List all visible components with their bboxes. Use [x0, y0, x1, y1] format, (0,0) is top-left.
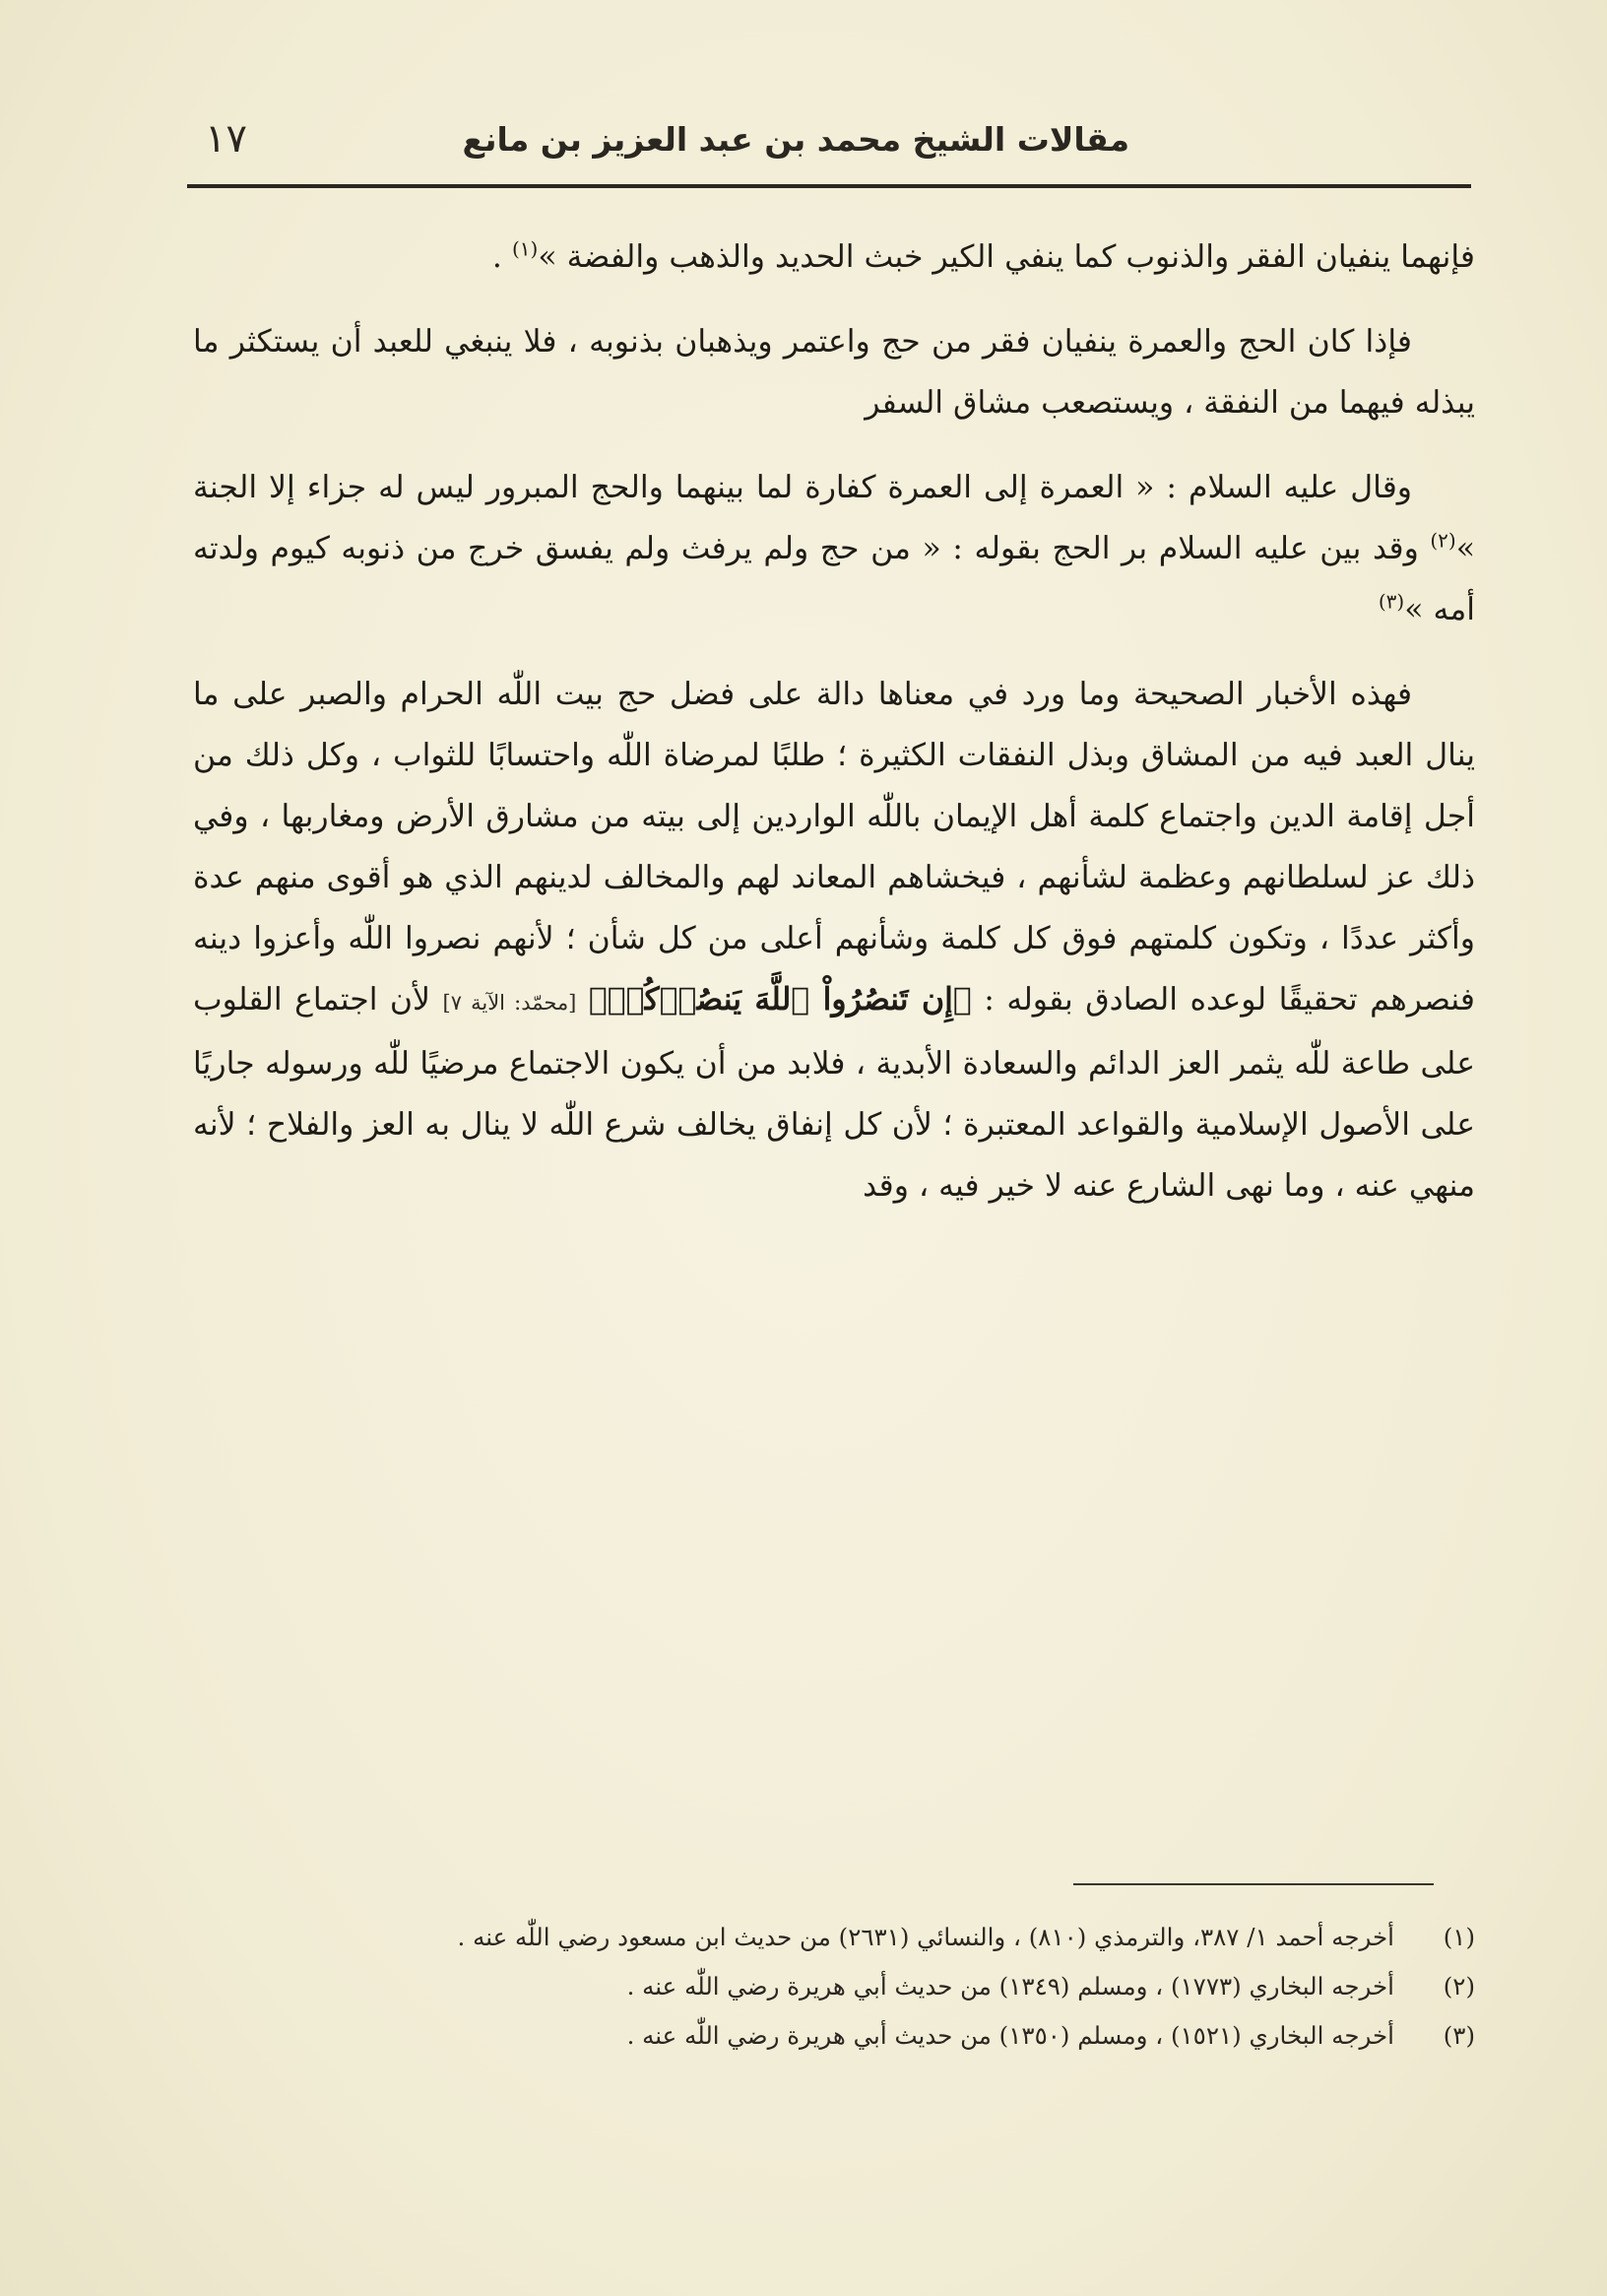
- paragraph: فإنهما ينفيان الفقر والذنوب كما ينفي الكير خبث الحديد والذهب والفضة »$^{(١)}$ .: [491, 236, 1475, 275]
- paragraph: فإذا كان الحج والعمرة ينفيان فقر من حج واعتمر ويذهبان بذنوبه ، فلا ينبغي للعبد أن يستكثر ما يبذله فيهما من النفقة ، ويستصعب مشاق السفر: [193, 324, 1475, 421]
- footnote-item: [193, 1965, 1475, 2008]
- footnote-text: أخرجه البخاري (١٧٧٣) ، ومسلم (١٣٤٩) من حديث أبي هريرة رضي اللّٰه عنه .: [626, 1972, 1394, 2001]
- footnote-text: أخرجه أحمد ١/ ٣٨٧، والترمذي (٨١٠) ، والنسائي (٢٦٣١) من حديث ابن مسعود رضي اللّٰه عنه .: [457, 1923, 1394, 1951]
- paragraph: وقال عليه السلام : « العمرة إلى العمرة كفارة لما بينهما والحج المبرور ليس له جزاء إلا الجنة »$^{(٢)}$ وقد بين عليه السلام بر الحج بقوله : « من حج ولم يرفث ولم يفسق خرج من ذنوبه كيوم ولدته أمه »$^{(٣)}$: [193, 470, 1475, 627]
- quran-verse: ﴿إِن تَنصُرُواْ ٱللَّهَ يَنصُرۡكُمۡ﴾: [588, 981, 972, 1017]
- paragraph: فهذه الأخبار الصحيحة وما ورد في معناها دالة على فضل حج بيت اللّٰه الحرام والصبر على ما ينال العبد فيه من المشاق وبذل النفقات الكثيرة ؛ طلبًا لمرضاة اللّٰه واحتسابًا للثواب ، وكل ذلك من أجل إقامة الدين واجتماع كلمة أهل الإيمان باللّٰه الواردين إلى بيته من مشارق الأرض ومغاربها ، وفي ذلك عز لسلطانهم وعظمة لشأنهم ، فيخشاهم المعاند لهم والمخالف لدينهم الذي هو أقوى منهم عدة وأكثر عددًا ، وتكون كلمتهم فوق كل كلمة وشأنهم أعلى من كل شأن ؛ لأنهم نصروا اللّٰه وأعزوا دينه فنصرهم تحقيقًا لوعده الصادق بقوله : ﴿إِن تَنصُرُواْ ٱللَّهَ يَنصُرۡكُمۡ﴾ [محمّد: الآية ٧] لأن اجتماع القلوب على طاعة للّٰه يثمر العز الدائم والسعادة الأبدية ، فلابد من أن يكون الاجتماع مرضيًا للّٰه ورسوله جاريًا على الأصول الإسلامية والقواعد المعتبرة ؛ لأن كل إنفاق يخالف شرع اللّٰه لا ينال به العز والفلاح ؛ لأنه منهي عنه ، وما نهى الشارع عنه لا خير فيه ، وقد: [193, 677, 1475, 1204]
- header-rule: [187, 184, 1471, 188]
- footnote-text: أخرجه البخاري (١٥٢١) ، ومسلم (١٣٥٠) من حديث أبي هريرة رضي اللّٰه عنه .: [626, 2021, 1394, 2050]
- footnote-item: [193, 2014, 1475, 2058]
- footnote-rule: [1073, 1883, 1434, 1885]
- running-title: مقالات الشيخ محمد بن عبد العزيز بن مانع: [462, 120, 1129, 159]
- footnote-ref: (١): [511, 236, 539, 261]
- quran-reference: [محمّد: الآية ٧]: [442, 991, 577, 1015]
- footnote-ref: (٢): [1430, 528, 1456, 553]
- footnote-number: (١): [1443, 1923, 1475, 1951]
- main-text: [193, 227, 1475, 1240]
- footnote-item: [193, 1916, 1475, 1959]
- footnote-number: (٣): [1443, 2021, 1475, 2050]
- page-number: ١٧: [205, 116, 247, 162]
- page-header: [187, 106, 1479, 185]
- footnotes: [193, 1916, 1475, 2064]
- footnote-ref: (٣): [1378, 589, 1405, 614]
- footnote-number: (٢): [1443, 1972, 1475, 2001]
